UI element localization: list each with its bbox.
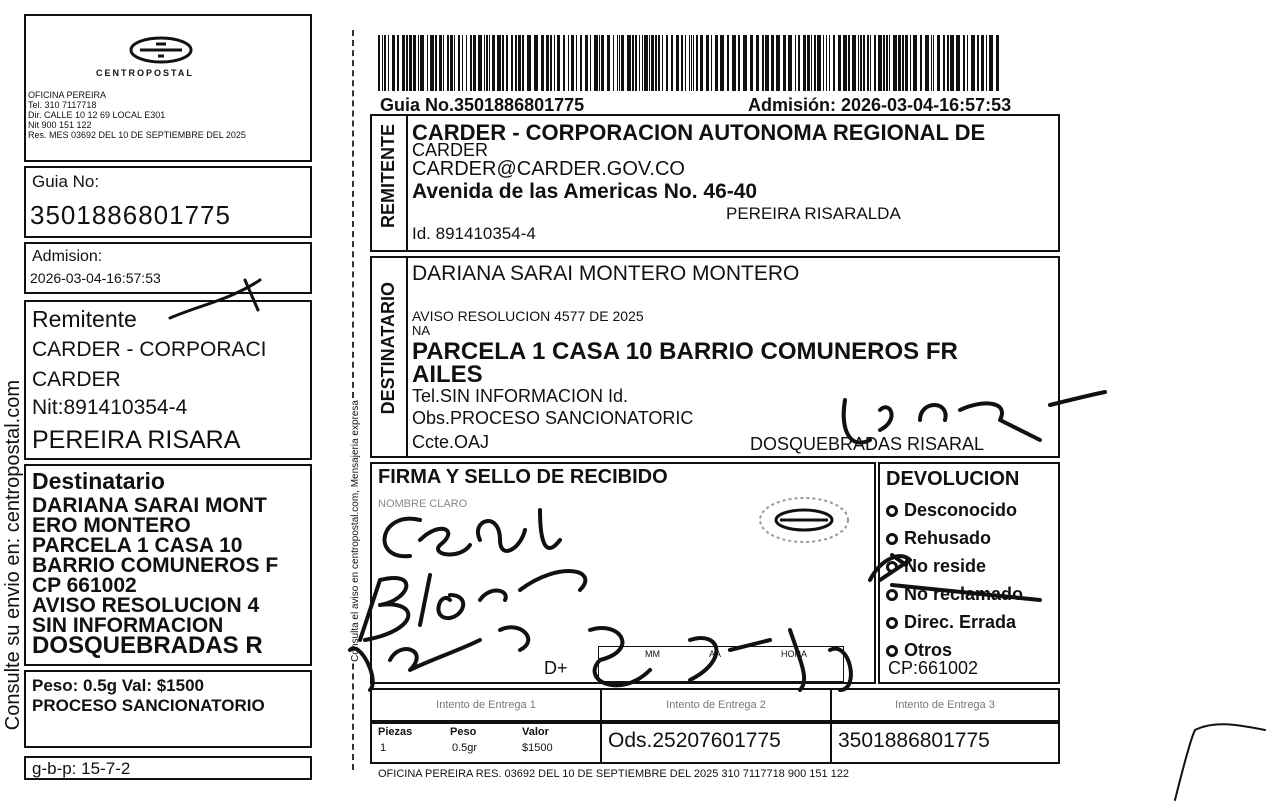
destinatario-side bbox=[372, 258, 408, 456]
devolucion-options bbox=[886, 496, 1023, 664]
firma-nombre: NOMBRE CLARO bbox=[378, 498, 468, 510]
remitente-id: Id. 891410354-4 bbox=[412, 224, 536, 243]
remitente-email: CARDER@CARDER.GOV.CO bbox=[412, 158, 685, 180]
radio-circle-icon bbox=[886, 617, 898, 629]
left-destinatario-line: DOSQUEBRADAS R bbox=[32, 632, 263, 659]
office-line: Res. MES 03692 DEL 10 DE SEPTIEMBRE DEL 2025 bbox=[28, 130, 246, 140]
stamp-logo-icon bbox=[754, 492, 854, 548]
company-logo-icon bbox=[126, 34, 196, 66]
left-code-line: g-b-p: 15-7-2 bbox=[32, 759, 131, 778]
destinatario-na: NA bbox=[412, 323, 431, 338]
left-code-box bbox=[24, 756, 312, 780]
firma-title: FIRMA Y SELLO DE RECIBIDO bbox=[378, 466, 668, 488]
peso-label: Peso bbox=[450, 726, 477, 738]
radio-circle-icon bbox=[886, 533, 898, 545]
left-destinatario-line: AVISO RESOLUCION 4 bbox=[32, 594, 260, 617]
left-destinatario-box bbox=[24, 464, 312, 666]
ods-number: Ods.25207601775 bbox=[608, 729, 781, 752]
left-destinatario-lines bbox=[32, 494, 279, 659]
destinatario-tel: Tel.SIN INFORMACION Id. bbox=[412, 386, 629, 406]
footer-line: OFICINA PEREIRA RES. 03692 DEL 10 DE SEPTIEMBRE DEL 2025 310 7117718 900 151 122 bbox=[378, 768, 850, 780]
left-remitente-box bbox=[24, 300, 312, 460]
divider bbox=[830, 724, 832, 762]
firma-dplus: D+ bbox=[544, 658, 568, 678]
left-destinatario-line: BARRIO COMUNEROS F bbox=[32, 554, 279, 577]
destinatario-obs: Obs.PROCESO SANCIONATORIC bbox=[412, 408, 694, 428]
devolucion-cp: CP:661002 bbox=[888, 658, 979, 678]
left-destinatario-line: SIN INFORMACION bbox=[32, 614, 224, 637]
piezas-value: 1 bbox=[380, 742, 387, 754]
devolucion-option[interactable] bbox=[886, 552, 1023, 580]
remitente-side-label: REMITENTE bbox=[378, 124, 398, 229]
devolucion-option-label: Otros bbox=[904, 640, 953, 660]
left-remitente-line: CARDER - CORPORACI bbox=[32, 338, 267, 361]
devolucion-title: DEVOLUCION bbox=[886, 468, 1020, 490]
left-remitente-line: CARDER bbox=[32, 368, 121, 391]
office-line: Dir. CALLE 10 12 69 LOCAL E301 bbox=[28, 110, 166, 120]
left-proceso-line: PROCESO SANCIONATORIO bbox=[32, 696, 265, 715]
intento-2: Intento de Entrega 2 bbox=[666, 699, 766, 711]
remitente-line2: CARDER bbox=[412, 140, 489, 160]
intento-1: Intento de Entrega 1 bbox=[436, 699, 536, 711]
remitente-address: Avenida de las Americas No. 46-40 bbox=[412, 180, 758, 203]
guia-box bbox=[24, 166, 312, 238]
remitente-line1: CARDER - CORPORACION AUTONOMA REGIONAL DE bbox=[412, 120, 986, 145]
destinatario-address2: AILES bbox=[412, 361, 483, 388]
valor-label: Valor bbox=[522, 726, 549, 738]
radio-circle-icon bbox=[886, 645, 898, 657]
firma-field-hora: HORA bbox=[781, 649, 808, 659]
radio-circle-icon bbox=[886, 561, 898, 573]
firma-section bbox=[370, 462, 876, 684]
intentos-row bbox=[370, 688, 1060, 722]
admision-box bbox=[24, 242, 312, 294]
office-line: OFICINA PEREIRA bbox=[28, 90, 107, 100]
left-peso-line: Peso: 0.5g Val: $1500 bbox=[32, 676, 204, 695]
intento-3: Intento de Entrega 3 bbox=[895, 699, 995, 711]
remitente-section bbox=[370, 114, 1060, 252]
peso-value: 0.5gr bbox=[452, 742, 478, 754]
left-remitente-line: PEREIRA RISARA bbox=[32, 426, 241, 454]
logo-wordmark: CENTROPOSTAL bbox=[96, 68, 194, 78]
admision-label: Admision: bbox=[32, 248, 103, 265]
office-lines bbox=[28, 90, 246, 140]
side-consult-text: Consulte su envio en: centropostal.com bbox=[2, 380, 24, 731]
guia-label: Guia No: bbox=[32, 172, 100, 191]
piezas-label: Piezas bbox=[378, 726, 413, 738]
barcode bbox=[378, 35, 1004, 91]
remitente-side bbox=[372, 116, 408, 250]
left-remitente-label: Remitente bbox=[32, 306, 137, 332]
side-aviso-text: Consulta el aviso en centropostal.com, Mensajeria expresa bbox=[350, 400, 361, 662]
office-line: Nit 900 151 122 bbox=[28, 120, 92, 130]
radio-circle-icon bbox=[886, 589, 898, 601]
devolucion-option[interactable] bbox=[886, 608, 1023, 636]
destinatario-ccte: Ccte.OAJ bbox=[412, 432, 490, 452]
detalle-guia: 3501886801775 bbox=[838, 729, 990, 752]
guia-number: 3501886801775 bbox=[30, 200, 231, 230]
devolucion-option[interactable] bbox=[886, 496, 1023, 524]
header-guia: Guia No.3501886801775 bbox=[380, 95, 585, 115]
devolucion-option-label: Direc. Errada bbox=[904, 612, 1017, 632]
radio-circle-icon bbox=[886, 505, 898, 517]
left-destinatario-line: DARIANA SARAI MONT bbox=[32, 494, 267, 517]
office-line: Tel. 310 7117718 bbox=[28, 100, 97, 110]
devolucion-option-label: Desconocido bbox=[904, 500, 1018, 520]
devolucion-option[interactable] bbox=[886, 580, 1023, 608]
firma-field-aa: AA bbox=[709, 649, 722, 659]
left-destinatario-line: PARCELA 1 CASA 10 bbox=[32, 534, 243, 557]
destinatario-section bbox=[370, 256, 1060, 458]
devolucion-option-label: Rehusado bbox=[904, 528, 992, 548]
left-remitente-line: Nit:891410354-4 bbox=[32, 396, 188, 419]
devolucion-option-label: No reside bbox=[904, 556, 987, 576]
destinatario-address1: PARCELA 1 CASA 10 BARRIO COMUNEROS FR bbox=[412, 338, 958, 365]
divider bbox=[600, 724, 602, 762]
firma-date-fields bbox=[598, 646, 844, 682]
detalle-row bbox=[370, 722, 1060, 764]
devolucion-option-label: No reclamado bbox=[904, 584, 1024, 604]
left-peso-box bbox=[24, 670, 312, 748]
destinatario-name: DARIANA SARAI MONTERO MONTERO bbox=[412, 262, 800, 285]
valor-value: $1500 bbox=[522, 742, 553, 754]
devolucion-section bbox=[878, 462, 1060, 684]
header-admision: Admisión: 2026-03-04-16:57:53 bbox=[748, 95, 1012, 115]
firma-field-mm: MM bbox=[645, 649, 660, 659]
admision-value: 2026-03-04-16:57:53 bbox=[30, 270, 161, 286]
left-destinatario-line: CP 661002 bbox=[32, 574, 137, 597]
destinatario-city: DOSQUEBRADAS RISARAL bbox=[750, 434, 985, 454]
destinatario-aviso: AVISO RESOLUCION 4577 DE 2025 bbox=[412, 308, 644, 324]
destinatario-side-label: DESTINATARIO bbox=[378, 282, 398, 415]
remitente-city: PEREIRA RISARALDA bbox=[726, 204, 901, 223]
left-destinatario-line: ERO MONTERO bbox=[32, 514, 191, 537]
devolucion-option[interactable] bbox=[886, 524, 1023, 552]
left-destinatario-label: Destinatario bbox=[32, 468, 165, 494]
office-box bbox=[24, 14, 312, 162]
